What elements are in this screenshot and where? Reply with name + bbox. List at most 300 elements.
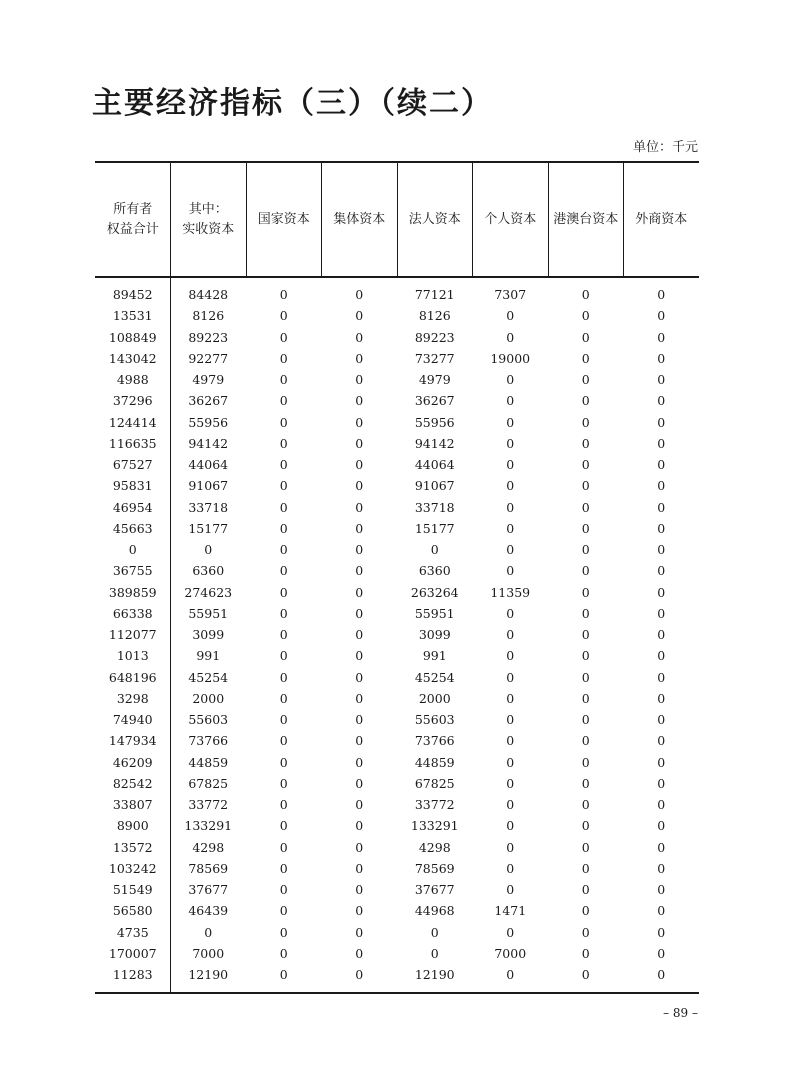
table-cell: 55603 (414, 712, 455, 728)
table-cell: 0 (355, 329, 364, 345)
table-cell: 0 (279, 882, 288, 898)
table-cell: 7307 (494, 287, 527, 303)
table-cell: 0 (204, 542, 213, 558)
table-cell: 103242 (108, 860, 157, 876)
table-cell: 55951 (188, 605, 229, 621)
table-cell: 0 (657, 478, 666, 494)
table-cell: 0 (279, 945, 288, 961)
table-cell: 0 (279, 712, 288, 728)
table-cell: 0 (581, 414, 590, 430)
table-cell: 73766 (188, 733, 229, 749)
table-cell: 108849 (108, 329, 157, 345)
table-cell: 0 (506, 499, 515, 515)
table-cell: 0 (430, 924, 439, 940)
column-header-label: 所有者 权益合计 (106, 201, 159, 237)
table-cell: 46209 (112, 754, 153, 770)
table-cell: 0 (355, 520, 364, 536)
table-cell: 0 (657, 690, 666, 706)
table-cell: 133291 (410, 818, 459, 834)
table-cell: 0 (355, 499, 364, 515)
table-cell: 0 (581, 520, 590, 536)
table-cell: 33718 (188, 499, 229, 515)
table-row (95, 518, 699, 539)
table-cell: 0 (657, 882, 666, 898)
table-cell: 0 (657, 754, 666, 770)
table-cell: 0 (657, 818, 666, 834)
table-cell: 991 (196, 648, 221, 664)
table-cell: 0 (355, 584, 364, 600)
table-row (95, 943, 699, 964)
table-cell: 0 (355, 924, 364, 940)
table-cell: 0 (279, 924, 288, 940)
table-cell: 0 (581, 690, 590, 706)
table-row (95, 879, 699, 900)
table-cell: 67825 (414, 775, 455, 791)
table-bottom-rule (95, 992, 699, 994)
table-cell: 0 (355, 627, 364, 643)
table-cell: 0 (657, 414, 666, 430)
table-cell: 3099 (418, 627, 451, 643)
table-cell: 0 (355, 712, 364, 728)
table-cell: 0 (279, 435, 288, 451)
table-cell: 0 (657, 287, 666, 303)
table-cell: 92277 (188, 350, 229, 366)
table-cell: 170007 (108, 945, 157, 961)
table-cell: 0 (279, 690, 288, 706)
table-cell: 0 (355, 350, 364, 366)
table-cell: 0 (581, 967, 590, 983)
table-cell: 0 (279, 520, 288, 536)
table-cell: 56580 (112, 903, 153, 919)
table-cell: 46954 (112, 499, 153, 515)
table-cell: 0 (279, 308, 288, 324)
table-cell: 3099 (192, 627, 225, 643)
table-cell: 44859 (188, 754, 229, 770)
table-cell: 94142 (188, 435, 229, 451)
table-cell: 33772 (414, 797, 455, 813)
table-cell: 37677 (188, 882, 229, 898)
column-header (246, 163, 322, 276)
table-cell: 0 (581, 924, 590, 940)
table-cell: 0 (506, 563, 515, 579)
table-row (95, 433, 699, 454)
table-cell: 0 (355, 308, 364, 324)
table-row (95, 922, 699, 943)
table-cell: 0 (506, 775, 515, 791)
table-row (95, 624, 699, 645)
table-cell: 0 (657, 945, 666, 961)
table-cell: 0 (581, 903, 590, 919)
table-cell: 0 (506, 860, 515, 876)
table-cell: 0 (355, 903, 364, 919)
table-cell: 73277 (414, 350, 455, 366)
table-cell: 0 (657, 372, 666, 388)
table-cell: 0 (279, 563, 288, 579)
column-header (322, 163, 398, 276)
table-cell: 0 (581, 860, 590, 876)
table-cell: 0 (506, 542, 515, 558)
table-cell: 0 (657, 648, 666, 664)
table-cell: 89223 (414, 329, 455, 345)
table-cell: 0 (581, 308, 590, 324)
table-cell: 0 (657, 627, 666, 643)
column-header (548, 163, 624, 276)
table-cell: 0 (506, 372, 515, 388)
column-header (95, 163, 171, 276)
table-cell: 0 (657, 860, 666, 876)
column-header-label: 港澳台资本 (553, 211, 619, 227)
table-cell: 0 (279, 839, 288, 855)
table-cell: 51549 (112, 882, 153, 898)
table-row (95, 773, 699, 794)
table-cell: 0 (279, 605, 288, 621)
table-cell: 55956 (188, 414, 229, 430)
table-cell: 0 (506, 605, 515, 621)
table-cell: 0 (657, 435, 666, 451)
table-cell: 89223 (188, 329, 229, 345)
table-row (95, 645, 699, 666)
table-cell: 36267 (414, 393, 455, 409)
table-cell: 2000 (418, 690, 451, 706)
table-cell: 0 (279, 967, 288, 983)
table-cell: 4298 (192, 839, 225, 855)
table-cell: 11283 (112, 967, 153, 983)
table-cell: 0 (506, 308, 515, 324)
table-row (95, 390, 699, 411)
table-cell: 6360 (418, 563, 451, 579)
table-row (95, 688, 699, 709)
table-cell: 0 (355, 372, 364, 388)
table-cell: 0 (279, 542, 288, 558)
table-cell: 0 (279, 478, 288, 494)
table-cell: 0 (279, 287, 288, 303)
table-cell: 0 (506, 478, 515, 494)
table-cell: 0 (581, 287, 590, 303)
table-cell: 0 (581, 563, 590, 579)
table-row (95, 815, 699, 836)
table-cell: 0 (581, 542, 590, 558)
column-header (171, 163, 247, 276)
table-cell: 0 (355, 478, 364, 494)
table-cell: 0 (581, 818, 590, 834)
table-cell: 4979 (418, 372, 451, 388)
table-cell: 0 (581, 945, 590, 961)
table-cell: 0 (279, 457, 288, 473)
table-row (95, 305, 699, 326)
table-cell: 7000 (494, 945, 527, 961)
table-cell: 0 (506, 839, 515, 855)
table-cell: 0 (657, 605, 666, 621)
table-row (95, 752, 699, 773)
table-row (95, 964, 699, 985)
table-cell: 0 (279, 627, 288, 643)
table-cell: 0 (355, 669, 364, 685)
table-cell: 36267 (188, 393, 229, 409)
table-row (95, 900, 699, 921)
table-cell: 0 (657, 499, 666, 515)
table-cell: 78569 (188, 860, 229, 876)
table-cell: 12190 (414, 967, 455, 983)
table-cell: 0 (506, 712, 515, 728)
table-cell: 0 (581, 435, 590, 451)
table-row (95, 475, 699, 496)
table-cell: 0 (506, 924, 515, 940)
table-cell: 77121 (414, 287, 455, 303)
table-cell: 0 (657, 393, 666, 409)
table-cell: 7000 (192, 945, 225, 961)
table-cell: 648196 (108, 669, 157, 685)
column-header-label: 法人资本 (408, 211, 461, 227)
column-header (473, 163, 549, 276)
table-cell: 0 (204, 924, 213, 940)
unit-label: 单位：千元 (632, 140, 698, 155)
table-cell: 0 (657, 457, 666, 473)
table-cell: 0 (581, 457, 590, 473)
table-cell: 0 (657, 329, 666, 345)
table-cell: 0 (355, 605, 364, 621)
table-row (95, 327, 699, 348)
table-cell: 0 (657, 542, 666, 558)
column-header-label: 国家资本 (257, 211, 310, 227)
table-cell: 0 (657, 733, 666, 749)
table-cell: 1013 (116, 648, 149, 664)
table-cell: 0 (355, 882, 364, 898)
table-cell: 44968 (414, 903, 455, 919)
table-cell: 0 (506, 669, 515, 685)
table-cell: 0 (506, 690, 515, 706)
table-cell: 0 (355, 690, 364, 706)
table-row (95, 369, 699, 390)
table-cell: 0 (279, 733, 288, 749)
table-row (95, 858, 699, 879)
table-cell: 0 (657, 584, 666, 600)
table-cell: 3298 (116, 690, 149, 706)
table-cell: 78569 (414, 860, 455, 876)
table-cell: 124414 (108, 414, 157, 430)
table-cell: 8126 (418, 308, 451, 324)
table-cell: 15177 (414, 520, 455, 536)
table-cell: 4735 (116, 924, 149, 940)
table-cell: 0 (657, 350, 666, 366)
table-cell: 33718 (414, 499, 455, 515)
table-cell: 0 (355, 860, 364, 876)
table-cell: 0 (657, 967, 666, 983)
table-cell: 44859 (414, 754, 455, 770)
table-cell: 0 (657, 839, 666, 855)
table-row (95, 837, 699, 858)
table-cell: 0 (355, 393, 364, 409)
table-cell: 0 (506, 967, 515, 983)
table-cell: 8126 (192, 308, 225, 324)
table-header-rule (95, 276, 699, 278)
table-cell: 4988 (116, 372, 149, 388)
table-cell: 1471 (494, 903, 527, 919)
table-cell: 0 (581, 797, 590, 813)
table-cell: 0 (355, 648, 364, 664)
table-cell: 0 (355, 775, 364, 791)
table-cell: 0 (279, 350, 288, 366)
table-cell: 0 (506, 648, 515, 664)
table-row (95, 539, 699, 560)
table-cell: 0 (581, 499, 590, 515)
table-cell: 37677 (414, 882, 455, 898)
table-cell: 55951 (414, 605, 455, 621)
table-cell: 133291 (184, 818, 233, 834)
table-cell: 0 (581, 669, 590, 685)
column-header-label: 个人资本 (484, 211, 537, 227)
table-cell: 0 (581, 839, 590, 855)
table-cell: 0 (279, 414, 288, 430)
table-cell: 0 (657, 924, 666, 940)
table-cell: 0 (657, 903, 666, 919)
table-row (95, 794, 699, 815)
table-cell: 0 (657, 308, 666, 324)
table-cell: 0 (355, 563, 364, 579)
table-cell: 91067 (188, 478, 229, 494)
table-row (95, 284, 699, 305)
table-cell: 0 (355, 287, 364, 303)
table-row (95, 582, 699, 603)
table-cell: 55956 (414, 414, 455, 430)
table-cell: 0 (355, 839, 364, 855)
table-cell: 0 (581, 775, 590, 791)
table-cell: 84428 (188, 287, 229, 303)
table-cell: 13572 (112, 839, 153, 855)
table-cell: 0 (279, 797, 288, 813)
table-cell: 389859 (108, 584, 157, 600)
table-cell: 67527 (112, 457, 153, 473)
table-cell: 0 (657, 520, 666, 536)
table-cell: 116635 (108, 435, 157, 451)
table-cell: 0 (279, 329, 288, 345)
table-cell: 0 (279, 648, 288, 664)
table-cell: 0 (279, 754, 288, 770)
table-cell: 0 (581, 350, 590, 366)
table-row (95, 730, 699, 751)
table-cell: 0 (355, 457, 364, 473)
table-cell: 0 (657, 563, 666, 579)
table-row (95, 454, 699, 475)
table-cell: 147934 (108, 733, 157, 749)
table-cell: 44064 (414, 457, 455, 473)
table-cell: 82542 (112, 775, 153, 791)
table-cell: 0 (506, 393, 515, 409)
table-cell: 4298 (418, 839, 451, 855)
table-cell: 0 (279, 860, 288, 876)
table-cell: 0 (506, 435, 515, 451)
table-cell: 0 (279, 818, 288, 834)
column-header-label: 外商资本 (635, 211, 688, 227)
table-cell: 89452 (112, 287, 153, 303)
table-cell: 0 (355, 733, 364, 749)
table-body (95, 284, 699, 985)
table-cell: 45663 (112, 520, 153, 536)
table-cell: 0 (581, 605, 590, 621)
table-cell: 0 (657, 797, 666, 813)
table-cell: 0 (355, 818, 364, 834)
table-row (95, 560, 699, 581)
table-cell: 0 (279, 584, 288, 600)
table-cell: 11359 (490, 584, 531, 600)
table-cell: 0 (657, 775, 666, 791)
table-cell: 33772 (188, 797, 229, 813)
table-cell: 0 (581, 478, 590, 494)
table-cell: 74940 (112, 712, 153, 728)
table-cell: 0 (581, 584, 590, 600)
table-cell: 263264 (410, 584, 459, 600)
table-cell: 274623 (184, 584, 233, 600)
table-cell: 0 (581, 393, 590, 409)
table-cell: 0 (506, 733, 515, 749)
table-cell: 46439 (188, 903, 229, 919)
table-cell: 0 (581, 712, 590, 728)
table-cell: 44064 (188, 457, 229, 473)
table-row (95, 667, 699, 688)
table-cell: 4979 (192, 372, 225, 388)
table-cell: 66338 (112, 605, 153, 621)
table-cell: 0 (657, 669, 666, 685)
table-cell: 2000 (192, 690, 225, 706)
table-cell: 0 (355, 414, 364, 430)
table-row (95, 497, 699, 518)
table-cell: 73766 (414, 733, 455, 749)
table-cell: 0 (581, 372, 590, 388)
table-cell: 19000 (490, 350, 531, 366)
table-cell: 0 (355, 754, 364, 770)
table-cell: 33807 (112, 797, 153, 813)
table-cell: 55603 (188, 712, 229, 728)
table-cell: 36755 (112, 563, 153, 579)
table-cell: 37296 (112, 393, 153, 409)
table-cell: 95831 (112, 478, 153, 494)
table-cell: 0 (355, 945, 364, 961)
table-cell: 0 (506, 818, 515, 834)
table-cell: 0 (581, 627, 590, 643)
table-cell: 0 (355, 542, 364, 558)
table-row (95, 412, 699, 433)
column-header-label: 其中： 实收资本 (182, 201, 235, 237)
table-cell: 12190 (188, 967, 229, 983)
table-cell: 0 (506, 520, 515, 536)
page-number: – 89 – (663, 1006, 698, 1020)
table-cell: 67825 (188, 775, 229, 791)
table-cell: 0 (506, 457, 515, 473)
table-cell: 0 (581, 882, 590, 898)
table-cell: 0 (581, 329, 590, 345)
table-cell: 45254 (414, 669, 455, 685)
page-title: 主要经济指标（三）（续二） (92, 86, 493, 121)
table-cell: 0 (581, 648, 590, 664)
table-cell: 0 (430, 542, 439, 558)
table-cell: 0 (128, 542, 137, 558)
column-header (397, 163, 473, 276)
table-cell: 0 (430, 945, 439, 961)
table-cell: 0 (506, 627, 515, 643)
table-cell: 8900 (116, 818, 149, 834)
table-row (95, 348, 699, 369)
table-cell: 15177 (188, 520, 229, 536)
table-cell: 6360 (192, 563, 225, 579)
table-cell: 94142 (414, 435, 455, 451)
table-cell: 13531 (112, 308, 153, 324)
table-cell: 0 (506, 882, 515, 898)
table-cell: 0 (657, 712, 666, 728)
table-cell: 0 (355, 797, 364, 813)
table-cell: 45254 (188, 669, 229, 685)
table-cell: 0 (506, 797, 515, 813)
table-cell: 991 (422, 648, 447, 664)
table-cell: 0 (279, 669, 288, 685)
